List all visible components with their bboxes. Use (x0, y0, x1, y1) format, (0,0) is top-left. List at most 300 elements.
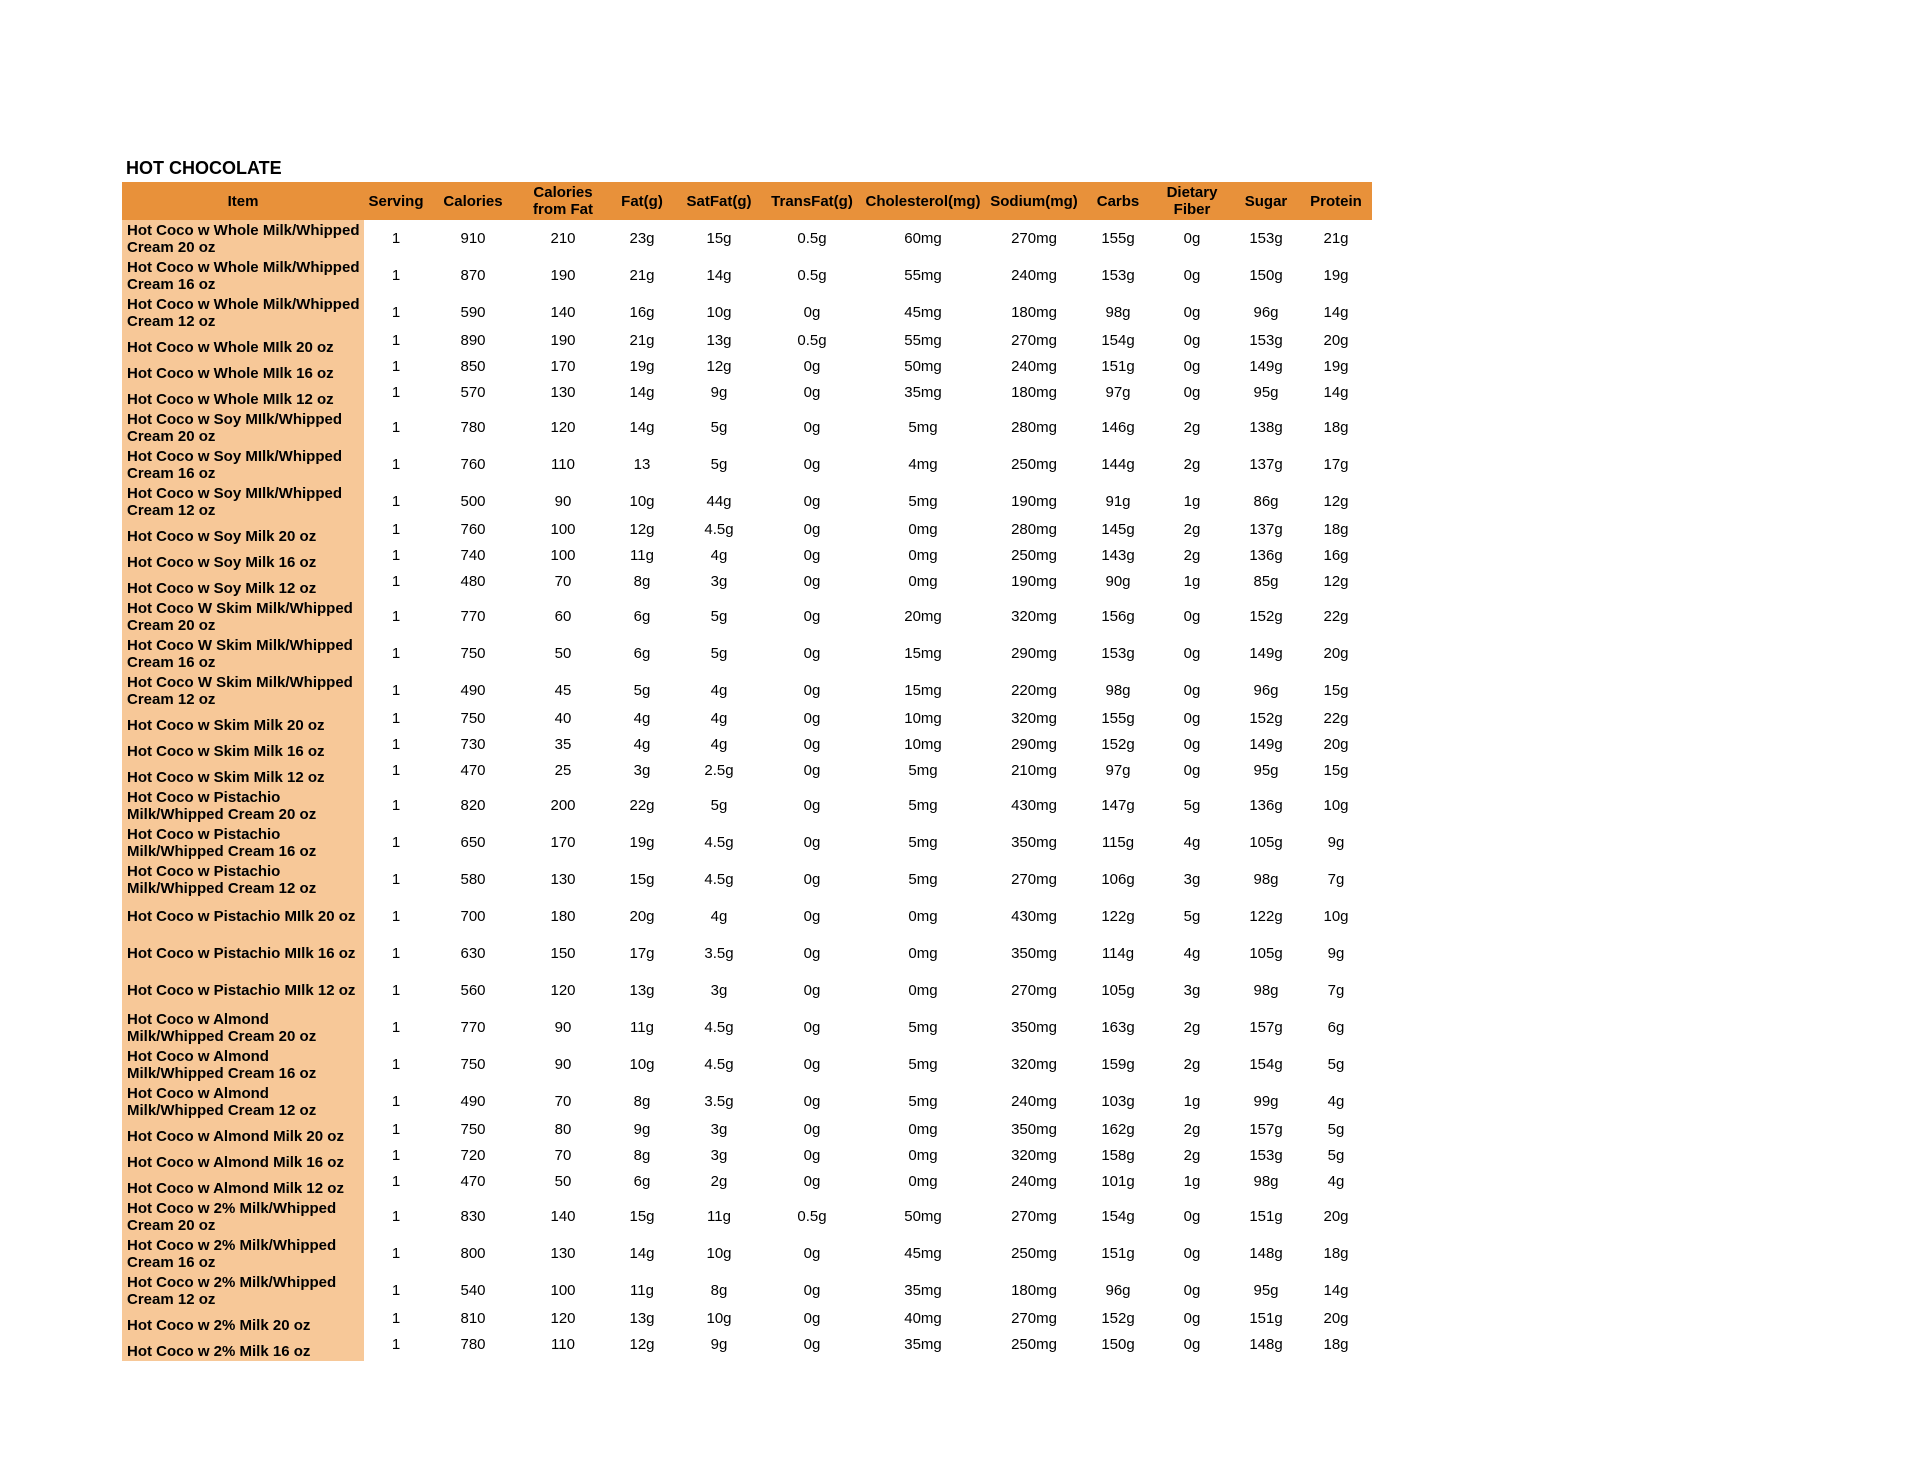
value-cell: 1 (391, 456, 401, 473)
value-cell: 1 (391, 1019, 401, 1036)
value-cell: 163g (1101, 1019, 1135, 1036)
value-cell: 1 (391, 1056, 401, 1073)
sheet-title: HOT CHOCOLATE (126, 158, 282, 178)
value-cell: 5g (710, 797, 728, 814)
value-cell: 35 (554, 736, 572, 753)
value-cell: 154g (1101, 1208, 1135, 1225)
table-row (122, 735, 1372, 761)
value-cell: 3.5g (704, 945, 734, 962)
value-cell: 0g (803, 1310, 821, 1327)
value-cell: 540 (460, 1282, 486, 1299)
value-cell: 10g (706, 1310, 732, 1327)
value-cell: 60 (554, 608, 572, 625)
value-cell: 5mg (908, 834, 938, 851)
value-cell: 0g (1183, 1336, 1201, 1353)
value-cell: 20g (1323, 736, 1349, 753)
value-cell: 0g (1183, 304, 1201, 321)
value-cell: 90 (554, 1056, 572, 1073)
value-cell: 80 (554, 1121, 572, 1138)
value-cell: 190mg (1011, 493, 1057, 510)
table-row (122, 294, 1372, 331)
value-cell: 0g (803, 608, 821, 625)
value-cell: 4g (710, 710, 728, 727)
value-cell: 15g (1323, 762, 1349, 779)
value-cell: 1 (391, 1121, 401, 1138)
value-cell: 240mg (1011, 267, 1057, 284)
value-cell: 0g (803, 1056, 821, 1073)
value-cell: 35mg (904, 1336, 942, 1353)
value-cell: 0g (803, 521, 821, 538)
value-cell: 650 (460, 834, 486, 851)
value-cell: 5g (1327, 1121, 1345, 1138)
value-cell: 180mg (1011, 384, 1057, 401)
item-name-cell: Hot Coco w Pistachio Milk/Whipped Cream 12 oz (122, 861, 364, 898)
value-cell: 4g (710, 682, 728, 699)
value-cell: 91g (1105, 493, 1131, 510)
value-cell: 4.5g (704, 1019, 734, 1036)
value-cell: 320mg (1011, 1056, 1057, 1073)
value-cell: 12g (1323, 573, 1349, 590)
value-cell: 5g (710, 645, 728, 662)
item-name-cell: Hot Coco w 2% Milk/Whipped Cream 12 oz (122, 1272, 364, 1309)
value-cell: 149g (1249, 645, 1283, 662)
value-cell: 114g (1101, 945, 1135, 962)
value-cell: 70 (554, 573, 572, 590)
value-cell: 152g (1249, 710, 1283, 727)
value-cell: 490 (460, 682, 486, 699)
value-cell: 85g (1253, 573, 1279, 590)
value-cell: 22g (1323, 710, 1349, 727)
value-cell: 2g (1183, 547, 1201, 564)
value-cell: 16g (629, 304, 655, 321)
item-name-cell: Hot Coco w Whole MIlk 20 oz (122, 331, 364, 357)
value-cell: 2g (1183, 521, 1201, 538)
value-cell: 98g (1105, 682, 1131, 699)
value-cell: 14g (629, 419, 655, 436)
value-cell: 1 (391, 230, 401, 247)
item-name-cell: Hot Coco w Soy Milk 20 oz (122, 520, 364, 546)
value-cell: 240mg (1011, 1093, 1057, 1110)
value-cell: 4.5g (704, 871, 734, 888)
value-cell: 3g (710, 982, 728, 999)
value-cell: 0g (1183, 736, 1201, 753)
value-cell: 13g (706, 332, 732, 349)
value-cell: 4.5g (704, 834, 734, 851)
value-cell: 21g (629, 267, 655, 284)
value-cell: 1 (391, 1093, 401, 1110)
value-cell: 0g (1183, 710, 1201, 727)
item-name-cell: Hot Coco w 2% Milk/Whipped Cream 16 oz (122, 1235, 364, 1272)
value-cell: 5g (1327, 1147, 1345, 1164)
item-name-cell: Hot Coco w Whole Milk/Whipped Cream 12 oz (122, 294, 364, 331)
value-cell: 0g (803, 762, 821, 779)
value-cell: 0mg (908, 1173, 938, 1190)
value-cell: 4g (710, 736, 728, 753)
value-cell: 760 (460, 456, 486, 473)
value-cell: 220mg (1011, 682, 1057, 699)
value-cell: 110 (551, 1336, 575, 1353)
column-header: Calories (428, 182, 518, 220)
table-row (122, 672, 1372, 709)
value-cell: 8g (710, 1282, 728, 1299)
value-cell: 145g (1101, 521, 1135, 538)
value-cell: 96g (1105, 1282, 1131, 1299)
table-row (122, 1172, 1372, 1198)
value-cell: 180mg (1011, 1282, 1057, 1299)
value-cell: 1 (391, 267, 401, 284)
value-cell: 3g (633, 762, 651, 779)
item-name-cell: Hot Coco w Almond Milk/Whipped Cream 12 oz (122, 1083, 364, 1120)
value-cell: 158g (1101, 1147, 1135, 1164)
value-cell: 5mg (908, 762, 938, 779)
value-cell: 21g (1323, 230, 1349, 247)
value-cell: 153g (1249, 230, 1283, 247)
item-name-cell: Hot Coco w Pistachio Milk/Whipped Cream 20 oz (122, 787, 364, 824)
value-cell: 44g (706, 493, 732, 510)
value-cell: 0g (1183, 682, 1201, 699)
item-name-cell: Hot Coco w Almond Milk 20 oz (122, 1120, 364, 1146)
value-cell: 5mg (908, 871, 938, 888)
value-cell: 250mg (1011, 1245, 1057, 1262)
value-cell: 190 (550, 267, 576, 284)
value-cell: 40mg (904, 1310, 942, 1327)
table-row (122, 1046, 1372, 1083)
value-cell: 350mg (1011, 1019, 1057, 1036)
value-cell: 0g (803, 834, 821, 851)
value-cell: 1 (391, 871, 401, 888)
value-cell: 12g (629, 1336, 655, 1353)
value-cell: 152g (1101, 1310, 1135, 1327)
value-cell: 4g (633, 710, 651, 727)
value-cell: 0g (803, 871, 821, 888)
value-cell: 1g (1183, 493, 1201, 510)
value-cell: 290mg (1011, 736, 1057, 753)
value-cell: 2g (710, 1173, 728, 1190)
value-cell: 98g (1253, 871, 1279, 888)
value-cell: 430mg (1011, 797, 1057, 814)
value-cell: 156g (1101, 608, 1135, 625)
value-cell: 4g (1183, 945, 1201, 962)
value-cell: 15g (629, 1208, 655, 1225)
value-cell: 50mg (904, 1208, 942, 1225)
value-cell: 5mg (908, 493, 938, 510)
value-cell: 20g (1323, 1310, 1349, 1327)
value-cell: 12g (706, 358, 732, 375)
value-cell: 106g (1101, 871, 1135, 888)
value-cell: 2g (1183, 419, 1201, 436)
value-cell: 350mg (1011, 945, 1057, 962)
value-cell: 1 (391, 797, 401, 814)
value-cell: 15mg (904, 682, 942, 699)
value-cell: 1 (391, 834, 401, 851)
value-cell: 1 (391, 521, 401, 538)
value-cell: 320mg (1011, 608, 1057, 625)
value-cell: 155g (1101, 710, 1135, 727)
table-row (122, 824, 1372, 861)
value-cell: 0g (803, 1093, 821, 1110)
value-cell: 270mg (1011, 871, 1057, 888)
value-cell: 770 (460, 608, 486, 625)
value-cell: 4g (710, 908, 728, 925)
value-cell: 12g (629, 521, 655, 538)
value-cell: 20mg (904, 608, 942, 625)
value-cell: 98g (1105, 304, 1131, 321)
value-cell: 570 (460, 384, 486, 401)
value-cell: 4g (1183, 834, 1201, 851)
value-cell: 4.5g (704, 1056, 734, 1073)
value-cell: 13g (629, 982, 655, 999)
value-cell: 6g (633, 645, 651, 662)
value-cell: 2g (1183, 456, 1201, 473)
value-cell: 14g (1323, 304, 1349, 321)
value-cell: 1 (391, 710, 401, 727)
value-cell: 98g (1253, 982, 1279, 999)
value-cell: 1 (391, 358, 401, 375)
column-header: Sugar (1232, 182, 1300, 220)
value-cell: 0g (1183, 267, 1201, 284)
value-cell: 149g (1249, 736, 1283, 753)
value-cell: 780 (460, 1336, 486, 1353)
value-cell: 20g (1323, 645, 1349, 662)
value-cell: 136g (1249, 547, 1283, 564)
value-cell: 45 (554, 682, 572, 699)
value-cell: 11g (630, 1019, 654, 1036)
item-name-cell: Hot Coco w Whole Milk/Whipped Cream 16 oz (122, 257, 364, 294)
value-cell: 0g (803, 982, 821, 999)
value-cell: 154g (1249, 1056, 1283, 1073)
value-cell: 800 (460, 1245, 486, 1262)
table-row (122, 1198, 1372, 1235)
table-row (122, 1120, 1372, 1146)
value-cell: 1g (1183, 1173, 1201, 1190)
value-cell: 0g (803, 1147, 821, 1164)
column-header: Serving (364, 182, 428, 220)
value-cell: 0g (803, 710, 821, 727)
column-header: Calories from Fat (518, 182, 608, 220)
value-cell: 105g (1249, 945, 1283, 962)
value-cell: 5mg (908, 1093, 938, 1110)
value-cell: 11g (630, 1282, 654, 1299)
value-cell: 3g (710, 1147, 728, 1164)
value-cell: 60mg (904, 230, 942, 247)
item-name-cell: Hot Coco w Almond Milk/Whipped Cream 16 oz (122, 1046, 364, 1083)
value-cell: 151g (1101, 358, 1135, 375)
value-cell: 2g (1183, 1147, 1201, 1164)
value-cell: 0g (1183, 358, 1201, 375)
value-cell: 5g (710, 419, 728, 436)
value-cell: 850 (460, 358, 486, 375)
value-cell: 1 (391, 1310, 401, 1327)
value-cell: 150g (1249, 267, 1283, 284)
value-cell: 250mg (1011, 1336, 1057, 1353)
item-name-cell: Hot Coco W Skim Milk/Whipped Cream 20 oz (122, 598, 364, 635)
value-cell: 810 (460, 1310, 486, 1327)
value-cell: 8g (633, 1147, 651, 1164)
value-cell: 0g (803, 547, 821, 564)
value-cell: 210mg (1011, 762, 1057, 779)
table-row (122, 787, 1372, 824)
value-cell: 0g (1183, 384, 1201, 401)
column-header: Dietary Fiber (1152, 182, 1232, 220)
value-cell: 2.5g (704, 762, 734, 779)
value-cell: 10g (706, 1245, 732, 1262)
table-row (122, 220, 1372, 257)
value-cell: 1 (391, 736, 401, 753)
value-cell: 4mg (908, 456, 938, 473)
table-row (122, 357, 1372, 383)
value-cell: 320mg (1011, 710, 1057, 727)
value-cell: 151g (1249, 1310, 1283, 1327)
value-cell: 740 (460, 547, 486, 564)
value-cell: 19g (1323, 358, 1349, 375)
value-cell: 1 (391, 547, 401, 564)
value-cell: 70 (554, 1147, 572, 1164)
value-cell: 0g (803, 645, 821, 662)
value-cell: 0g (1183, 608, 1201, 625)
value-cell: 250mg (1011, 547, 1057, 564)
table-row (122, 383, 1372, 409)
item-name-cell: Hot Coco w Soy MIlk/Whipped Cream 20 oz (122, 409, 364, 446)
value-cell: 4.5g (704, 521, 734, 538)
value-cell: 0g (1183, 762, 1201, 779)
value-cell: 10g (1323, 908, 1349, 925)
item-name-cell: Hot Coco w 2% Milk 20 oz (122, 1309, 364, 1335)
value-cell: 152g (1249, 608, 1283, 625)
value-cell: 5g (1183, 797, 1201, 814)
value-cell: 760 (460, 521, 486, 538)
value-cell: 14g (706, 267, 732, 284)
value-cell: 180mg (1011, 304, 1057, 321)
value-cell: 10g (629, 1056, 655, 1073)
value-cell: 8g (633, 573, 651, 590)
value-cell: 20g (1323, 1208, 1349, 1225)
item-name-cell: Hot Coco w Soy Milk 12 oz (122, 572, 364, 598)
item-name-cell: Hot Coco w Almond Milk/Whipped Cream 20 oz (122, 1009, 364, 1046)
column-header: Item (122, 182, 364, 220)
value-cell: 9g (710, 384, 728, 401)
value-cell: 1 (391, 1173, 401, 1190)
value-cell: 3.5g (704, 1093, 734, 1110)
value-cell: 10g (706, 304, 732, 321)
value-cell: 153g (1101, 645, 1135, 662)
table-row (122, 257, 1372, 294)
value-cell: 270mg (1011, 332, 1057, 349)
value-cell: 17g (1323, 456, 1349, 473)
item-name-cell: Hot Coco w 2% Milk/Whipped Cream 20 oz (122, 1198, 364, 1235)
value-cell: 770 (460, 1019, 486, 1036)
value-cell: 6g (1327, 1019, 1345, 1036)
value-cell: 6g (633, 608, 651, 625)
value-cell: 19g (629, 834, 655, 851)
value-cell: 280mg (1011, 419, 1057, 436)
value-cell: 240mg (1011, 358, 1057, 375)
value-cell: 9g (710, 1336, 728, 1353)
item-name-cell: Hot Coco w Almond Milk 12 oz (122, 1172, 364, 1198)
value-cell: 1 (391, 1208, 401, 1225)
value-cell: 86g (1253, 493, 1279, 510)
value-cell: 110 (551, 456, 575, 473)
column-header: Carbs (1084, 182, 1152, 220)
value-cell: 0g (1183, 230, 1201, 247)
value-cell: 0g (803, 304, 821, 321)
item-name-cell: Hot Coco w 2% Milk 16 oz (122, 1335, 364, 1361)
value-cell: 870 (460, 267, 486, 284)
value-cell: 13g (629, 1310, 655, 1327)
value-cell: 500 (460, 493, 486, 510)
value-cell: 4g (1327, 1173, 1345, 1190)
value-cell: 151g (1249, 1208, 1283, 1225)
value-cell: 1 (391, 608, 401, 625)
value-cell: 90 (554, 493, 572, 510)
value-cell: 1 (391, 945, 401, 962)
value-cell: 750 (460, 1121, 486, 1138)
value-cell: 122g (1101, 908, 1135, 925)
item-name-cell: Hot Coco W Skim Milk/Whipped Cream 12 oz (122, 672, 364, 709)
value-cell: 144g (1101, 456, 1135, 473)
value-cell: 0.5g (797, 1208, 827, 1225)
column-header: Fat(g) (608, 182, 676, 220)
value-cell: 890 (460, 332, 486, 349)
value-cell: 50 (554, 1173, 572, 1190)
value-cell: 4g (633, 736, 651, 753)
table-row (122, 1009, 1372, 1046)
value-cell: 0g (803, 456, 821, 473)
value-cell: 750 (460, 1056, 486, 1073)
value-cell: 830 (460, 1208, 486, 1225)
value-cell: 45mg (904, 304, 942, 321)
value-cell: 148g (1249, 1336, 1283, 1353)
value-cell: 10g (629, 493, 655, 510)
item-name-cell: Hot Coco w Skim Milk 16 oz (122, 735, 364, 761)
value-cell: 1 (391, 1282, 401, 1299)
value-cell: 0g (803, 1173, 821, 1190)
value-cell: 138g (1249, 419, 1283, 436)
value-cell: 22g (629, 797, 655, 814)
value-cell: 0mg (908, 521, 938, 538)
value-cell: 148g (1249, 1245, 1283, 1262)
column-header: TransFat(g) (762, 182, 862, 220)
value-cell: 8g (633, 1093, 651, 1110)
value-cell: 5g (710, 608, 728, 625)
item-name-cell: Hot Coco w Pistachio MIlk 12 oz (122, 972, 364, 1009)
value-cell: 137g (1249, 456, 1283, 473)
value-cell: 0.5g (797, 332, 827, 349)
value-cell: 13 (633, 456, 651, 473)
value-cell: 490 (460, 1093, 486, 1110)
value-cell: 0g (1183, 645, 1201, 662)
value-cell: 0g (803, 945, 821, 962)
value-cell: 157g (1249, 1019, 1283, 1036)
value-cell: 35mg (904, 1282, 942, 1299)
value-cell: 190mg (1011, 573, 1057, 590)
value-cell: 350mg (1011, 1121, 1057, 1138)
value-cell: 130 (550, 384, 576, 401)
value-cell: 146g (1101, 419, 1135, 436)
value-cell: 153g (1249, 1147, 1283, 1164)
value-cell: 143g (1101, 547, 1135, 564)
value-cell: 0mg (908, 1147, 938, 1164)
value-cell: 9g (1327, 834, 1345, 851)
value-cell: 0g (1183, 1208, 1201, 1225)
value-cell: 162g (1101, 1121, 1135, 1138)
value-cell: 5g (633, 682, 651, 699)
value-cell: 103g (1101, 1093, 1135, 1110)
value-cell: 750 (460, 710, 486, 727)
value-cell: 0mg (908, 547, 938, 564)
value-cell: 170 (550, 358, 576, 375)
column-header: Sodium(mg) (984, 182, 1084, 220)
value-cell: 820 (460, 797, 486, 814)
